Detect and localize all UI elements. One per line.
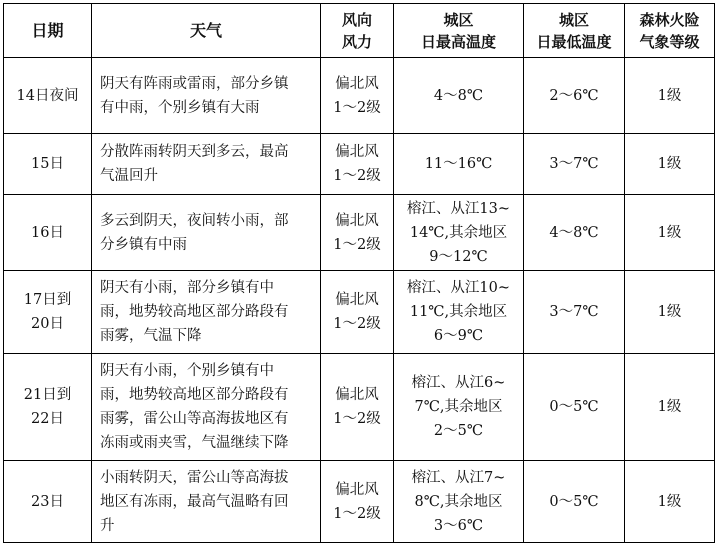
weather-line: 阴天有小雨，个别乡镇有中	[100, 363, 274, 379]
date-cell	[4, 134, 92, 195]
high-temp-line: 6～9℃	[433, 328, 484, 344]
wind-cell	[321, 461, 394, 543]
weather-line: 有中雨，个别乡镇有大雨	[100, 99, 260, 116]
wind-line: 偏北风	[335, 481, 379, 498]
high-temp-cell	[394, 354, 524, 461]
date-line: 15日	[31, 156, 64, 172]
low-temp-header: 城区 日最低温度	[524, 4, 625, 58]
fire-risk-cell: 1级	[625, 271, 715, 354]
high-temp-line: 4～8℃	[433, 87, 484, 104]
date-line: 20日	[31, 316, 64, 332]
low-temp-cell: 0～5℃	[524, 354, 625, 461]
high-temp-header: 城区 日最高温度	[394, 4, 524, 58]
wind-cell	[321, 195, 394, 271]
date-line: 21日到	[23, 387, 72, 403]
header-row	[4, 4, 715, 58]
weather-line: 雨，地势较高地区部分路段有	[100, 304, 289, 320]
fire-risk-cell: 1级	[625, 134, 715, 195]
weather-cell	[92, 461, 321, 543]
weather-line: 地区有冻雨，最高气温略有回	[100, 493, 289, 510]
wind-line: 1～2级	[333, 411, 381, 427]
fire-risk-cell: 1级	[625, 195, 715, 271]
date-line: 22日	[31, 411, 64, 427]
low-temp-cell: 3～7℃	[524, 271, 625, 354]
weather-line: 升	[100, 517, 115, 534]
weather-line: 冻雨或雨夹雪，气温继续下降	[100, 435, 289, 451]
high-temp-line: 榕江、从江7~	[411, 469, 506, 486]
wind-line: 偏北风	[335, 144, 379, 160]
weather-header: 天气	[92, 4, 321, 58]
wind-line: 1～2级	[333, 99, 381, 116]
low-temp-cell: 4～8℃	[524, 195, 625, 271]
wind-line: 偏北风	[335, 212, 379, 229]
weather-line: 多云到阴天，夜间转小雨，部	[100, 212, 289, 229]
weather-line: 小雨转阴天，雷公山等高海拔	[100, 469, 289, 486]
wind-line: 1～2级	[333, 168, 381, 184]
wind-cell	[321, 134, 394, 195]
weather-cell	[92, 271, 321, 354]
wind-line: 1～2级	[333, 316, 381, 332]
weather-line: 阴天有阵雨或雷雨，部分乡镇	[100, 75, 289, 92]
wind-line: 1～2级	[333, 236, 381, 253]
high-temp-line: 9～12℃	[429, 248, 488, 265]
weather-cell	[92, 354, 321, 461]
high-temp-cell	[394, 271, 524, 354]
fire-risk-cell: 1级	[625, 58, 715, 134]
date-header: 日期	[4, 4, 92, 58]
low-temp-cell: 2～6℃	[524, 58, 625, 134]
wind-line: 偏北风	[335, 75, 379, 92]
fire-risk-cell: 1级	[625, 461, 715, 543]
weather-cell	[92, 195, 321, 271]
high-temp-cell	[394, 195, 524, 271]
wind-header: 风向 风力	[321, 4, 394, 58]
weather-cell	[92, 58, 321, 134]
weather-line: 气温回升	[100, 168, 158, 184]
weather-line: 分乡镇有中雨	[100, 236, 187, 253]
wind-line: 1～2级	[333, 505, 381, 522]
date-line: 14日夜间	[16, 87, 79, 104]
table-row	[4, 271, 715, 354]
date-cell	[4, 271, 92, 354]
low-temp-cell: 3～7℃	[524, 134, 625, 195]
fire-risk-header: 森林火险 气象等级	[625, 4, 715, 58]
wind-line: 偏北风	[335, 292, 379, 308]
high-temp-line: 14℃,其余地区	[409, 224, 508, 241]
table-row	[4, 461, 715, 543]
wind-cell	[321, 58, 394, 134]
weather-cell	[92, 134, 321, 195]
weather-line: 分散阵雨转阴天到多云，最高	[100, 144, 289, 160]
high-temp-line: 11℃,其余地区	[409, 304, 508, 320]
weather-line: 雨雾，雷公山等高海拔地区有	[100, 411, 289, 427]
high-temp-cell	[394, 461, 524, 543]
high-temp-cell	[394, 134, 524, 195]
table-row	[4, 134, 715, 195]
table-body	[4, 58, 715, 543]
date-line: 16日	[31, 224, 64, 241]
low-temp-cell: 0～5℃	[524, 461, 625, 543]
high-temp-line: 榕江、从江10~	[406, 280, 511, 296]
high-temp-line: 3～6℃	[433, 517, 484, 534]
date-cell	[4, 354, 92, 461]
high-temp-cell	[394, 58, 524, 134]
table-row	[4, 354, 715, 461]
table-row	[4, 195, 715, 271]
weather-line: 雨，地势较高地区部分路段有	[100, 387, 289, 403]
high-temp-line: 8℃,其余地区	[414, 493, 503, 510]
high-temp-line: 7℃,其余地区	[414, 399, 503, 415]
fire-risk-cell: 1级	[625, 354, 715, 461]
weather-line: 雨雾，气温下降	[100, 328, 202, 344]
high-temp-line: 榕江、从江13~	[406, 200, 511, 217]
high-temp-line: 2～5℃	[433, 423, 484, 439]
forecast-table	[3, 3, 715, 543]
high-temp-line: 榕江、从江6~	[411, 375, 506, 391]
date-line: 17日到	[23, 292, 72, 308]
wind-cell	[321, 354, 394, 461]
date-cell	[4, 195, 92, 271]
date-cell	[4, 461, 92, 543]
date-cell	[4, 58, 92, 134]
table-row	[4, 58, 715, 134]
wind-line: 偏北风	[335, 387, 379, 403]
date-line: 23日	[31, 493, 64, 510]
wind-cell	[321, 271, 394, 354]
weather-line: 阴天有小雨，部分乡镇有中	[100, 280, 274, 296]
high-temp-line: 11～16℃	[424, 156, 493, 172]
